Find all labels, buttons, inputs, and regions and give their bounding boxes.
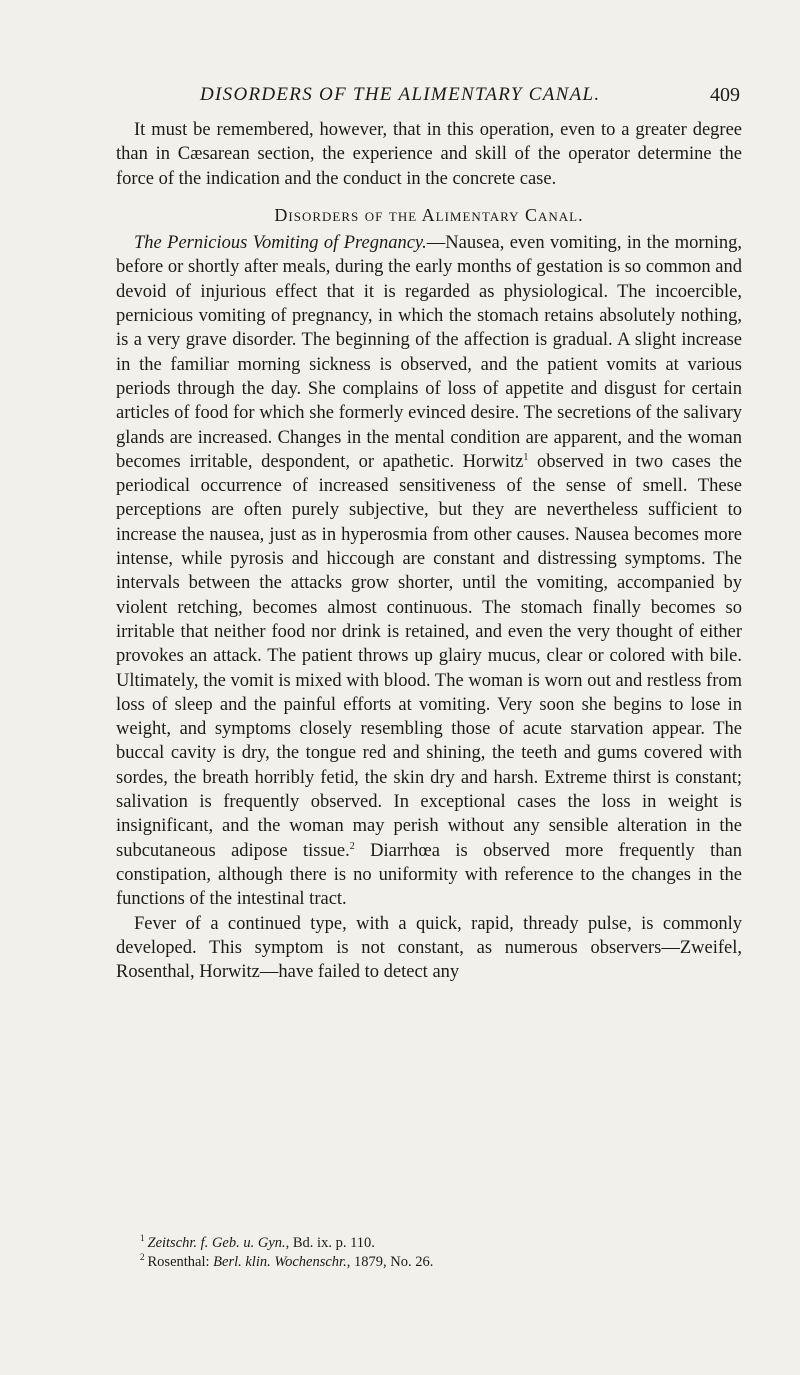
page-number: 409	[710, 84, 740, 106]
paragraph-text: observed in two cases the periodical occurrence of increased sensitiveness of the sense of smell. These perceptions are often purely subjective, but they are nevertheless sufficient to increase the nausea, just as in hyperosmia from other causes. Nausea becomes more intense, while pyrosis and hiccough are constant and distressing symptoms. The intervals between the attacks grow shorter, until the vomiting, accompanied by violent retching, becomes almost continuous. The stomach finally becomes so irritable that neither food nor drink is retained, and even the very thought of either provokes an attack. The patient throws up glairy mucus, clear or colored with bile. Ultimately, the vomit is mixed with blood. The woman is worn out and restless from loss of sleep and the painful efforts at vomiting. Very soon she begins to lose in weight, and symptoms closely resembling those of acute starvation appear. The buccal cavity is dry, the tongue red and shining, the teeth and gums covered with sordes, the breath horribly fetid, the skin dry and harsh. Extreme thirst is constant; salivation is frequently observed. In exceptional cases the loss in weight is insignificant, and the woman may perish without any sensible alteration in the subcutaneous adipose tissue.	[116, 451, 742, 861]
footnote-author: Rosenthal:	[147, 1254, 214, 1270]
running-head	[116, 84, 740, 112]
footnote-mark: 1	[140, 1233, 145, 1244]
section-heading: Disorders of the Alimentary Canal.	[274, 204, 584, 225]
running-title: DISORDERS OF THE ALIMENTARY CANAL.	[200, 84, 601, 105]
footnote	[140, 1234, 740, 1253]
footnote	[140, 1253, 740, 1272]
footnote-ref[interactable]: 1	[523, 451, 529, 463]
footnote-mark: 2	[140, 1252, 145, 1263]
footnote-source: Zeitschr. f. Geb. u. Gyn.	[147, 1235, 286, 1251]
paragraph-text: Diarrhœa is observed more frequently than constipation, although there is no uniformity with reference to the changes in the functions of the intestinal tract.	[116, 840, 742, 910]
footnote-source: Berl. klin. Wochenschr.	[213, 1254, 347, 1270]
body-text	[116, 118, 742, 984]
run-in-heading: The Pernicious Vomiting of Pregnancy.	[134, 233, 427, 254]
paragraph-text: —Nausea, even vomiting, in the morning, before or shortly after meals, during the early months of gestation is so common and devoid of injurious effect that it is regarded as physiological. The incoercible, pernicious vomiting of pregnancy, in which the stomach retains absolutely nothing, is a very grave disorder. The beginning of the affection is gradual. A slight increase in the familiar morning sickness is observed, and the patient vomits at various periods through the day. She complains of loss of appetite and disgust for certain articles of food for which she formerly evinced desire. The secretions of the salivary glands are increased. Changes in the mental condition are apparent, and the woman becomes irritable, despondent, or apathetic. Horwitz	[116, 233, 743, 472]
paragraph-pernicious-vomiting	[116, 231, 742, 911]
paragraph-fever: Fever of a continued type, with a quick, rapid, thready pulse, is commonly developed. This symptom is not constant, as numerous observers—Zweifel, Rosenthal, Horwitz—have failed to detect any	[116, 913, 742, 983]
footnotes	[140, 1234, 740, 1272]
footnote-detail: , 1879, No. 26.	[346, 1254, 434, 1270]
footnote-detail: , Bd. ix. p. 110.	[285, 1235, 375, 1251]
footnote-ref[interactable]: 2	[349, 840, 355, 852]
paragraph-operation-note: It must be remembered, however, that in this operation, even to a greater degree than in Cæsarean section, the experience and skill of the operator determine the force of the indication and the conduct in the concrete case.	[116, 120, 742, 189]
